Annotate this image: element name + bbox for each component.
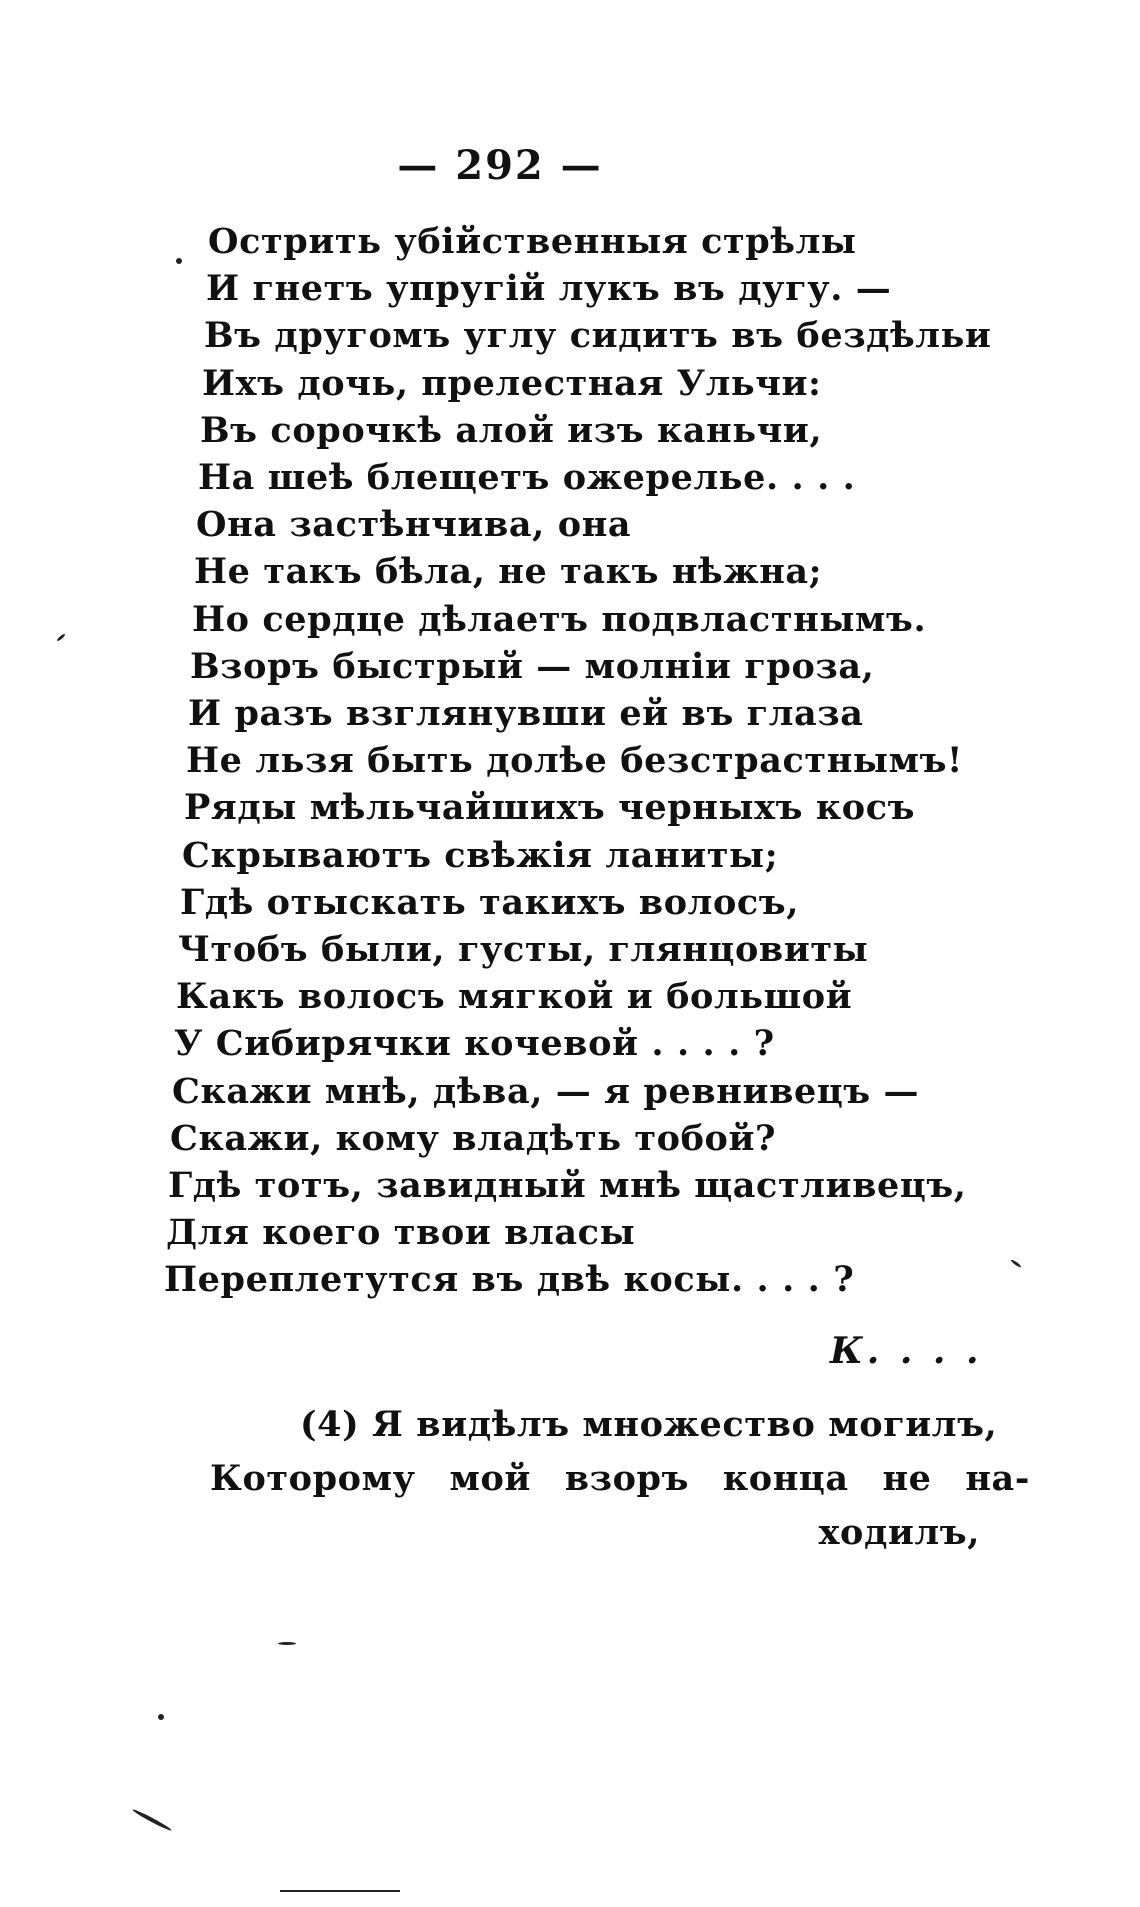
poem-line: Скажи, кому владѣть тобой? [170, 1117, 777, 1159]
footnote [210, 1398, 1030, 1560]
poem-line: И разъ взглянувши ей въ глаза [188, 693, 864, 735]
poem-line: У Сибирячки кочевой . . . . ? [174, 1023, 775, 1065]
poem-line: Скрываютъ свѣжія ланиты; [182, 834, 779, 876]
scan-speck [132, 1808, 173, 1832]
poem-line: Взоръ быстрый — молніи гроза, [190, 645, 875, 687]
poem-line: И гнетъ упругій лукъ въ дугу. — [206, 268, 892, 310]
footnote-word: Которому [210, 1458, 416, 1499]
footnote-word: взоръ [564, 1458, 690, 1499]
scan-speck [280, 1890, 400, 1892]
footnote-line-justified [210, 1452, 1030, 1506]
footnote-word: конца [722, 1458, 849, 1499]
poem-line: Для коего твои власы [166, 1212, 636, 1254]
poem-line: Не льзя быть долѣе безстрастнымъ! [186, 740, 964, 782]
footnote-word: не [882, 1458, 932, 1499]
page-number: — 292 — [397, 142, 603, 189]
scan-speck [176, 258, 182, 264]
poem-line: Въ сорочкѣ алой изъ каньчи, [200, 409, 823, 451]
poem-line: Но сердце дѣлаетъ подвластнымъ. [192, 598, 927, 640]
poem-line: Чтобъ были, густы, глянцовиты [178, 929, 869, 971]
poem-line: Переплетутся въ двѣ косы. . . . ? [164, 1259, 855, 1301]
poem-line: Какъ волосъ мягкой и большой [176, 976, 853, 1018]
footnote-line: (4) Я видѣлъ множество могилъ, [300, 1404, 998, 1445]
author-signature: К. . . . [830, 1330, 983, 1372]
poem-line: Въ другомъ углу сидитъ въ бездѣльи [204, 315, 992, 357]
poem-line: Скажи мнѣ, дѣва, — я ревнивецъ — [172, 1070, 920, 1112]
poem-line: Ряды мѣльчайшихъ черныхъ косъ [184, 787, 916, 829]
poem-body [164, 218, 1070, 1304]
poem-line: Острить убійственныя стрѣлы [208, 221, 857, 262]
scan-speck [278, 1642, 296, 1645]
scan-speck [56, 633, 66, 642]
scan-speck [158, 1714, 164, 1720]
poem-line: Гдѣ тотъ, завидный мнѣ щастливецъ, [168, 1165, 967, 1207]
poem-line: Не такъ бѣла, не такъ нѣжна; [194, 551, 823, 593]
poem-line: Ихъ дочь, прелестная Ульчи: [202, 362, 822, 404]
poem-line: На шеѣ блещетъ ожерелье. . . . [198, 457, 856, 499]
poem-line: Она застѣнчива, она [196, 504, 632, 546]
footnote-word: мой [449, 1458, 531, 1499]
footnote-word: на- [965, 1458, 1030, 1499]
footnote-line: ходилъ, [818, 1512, 980, 1553]
poem-line: Гдѣ отыскать такихъ волосъ, [180, 881, 800, 923]
